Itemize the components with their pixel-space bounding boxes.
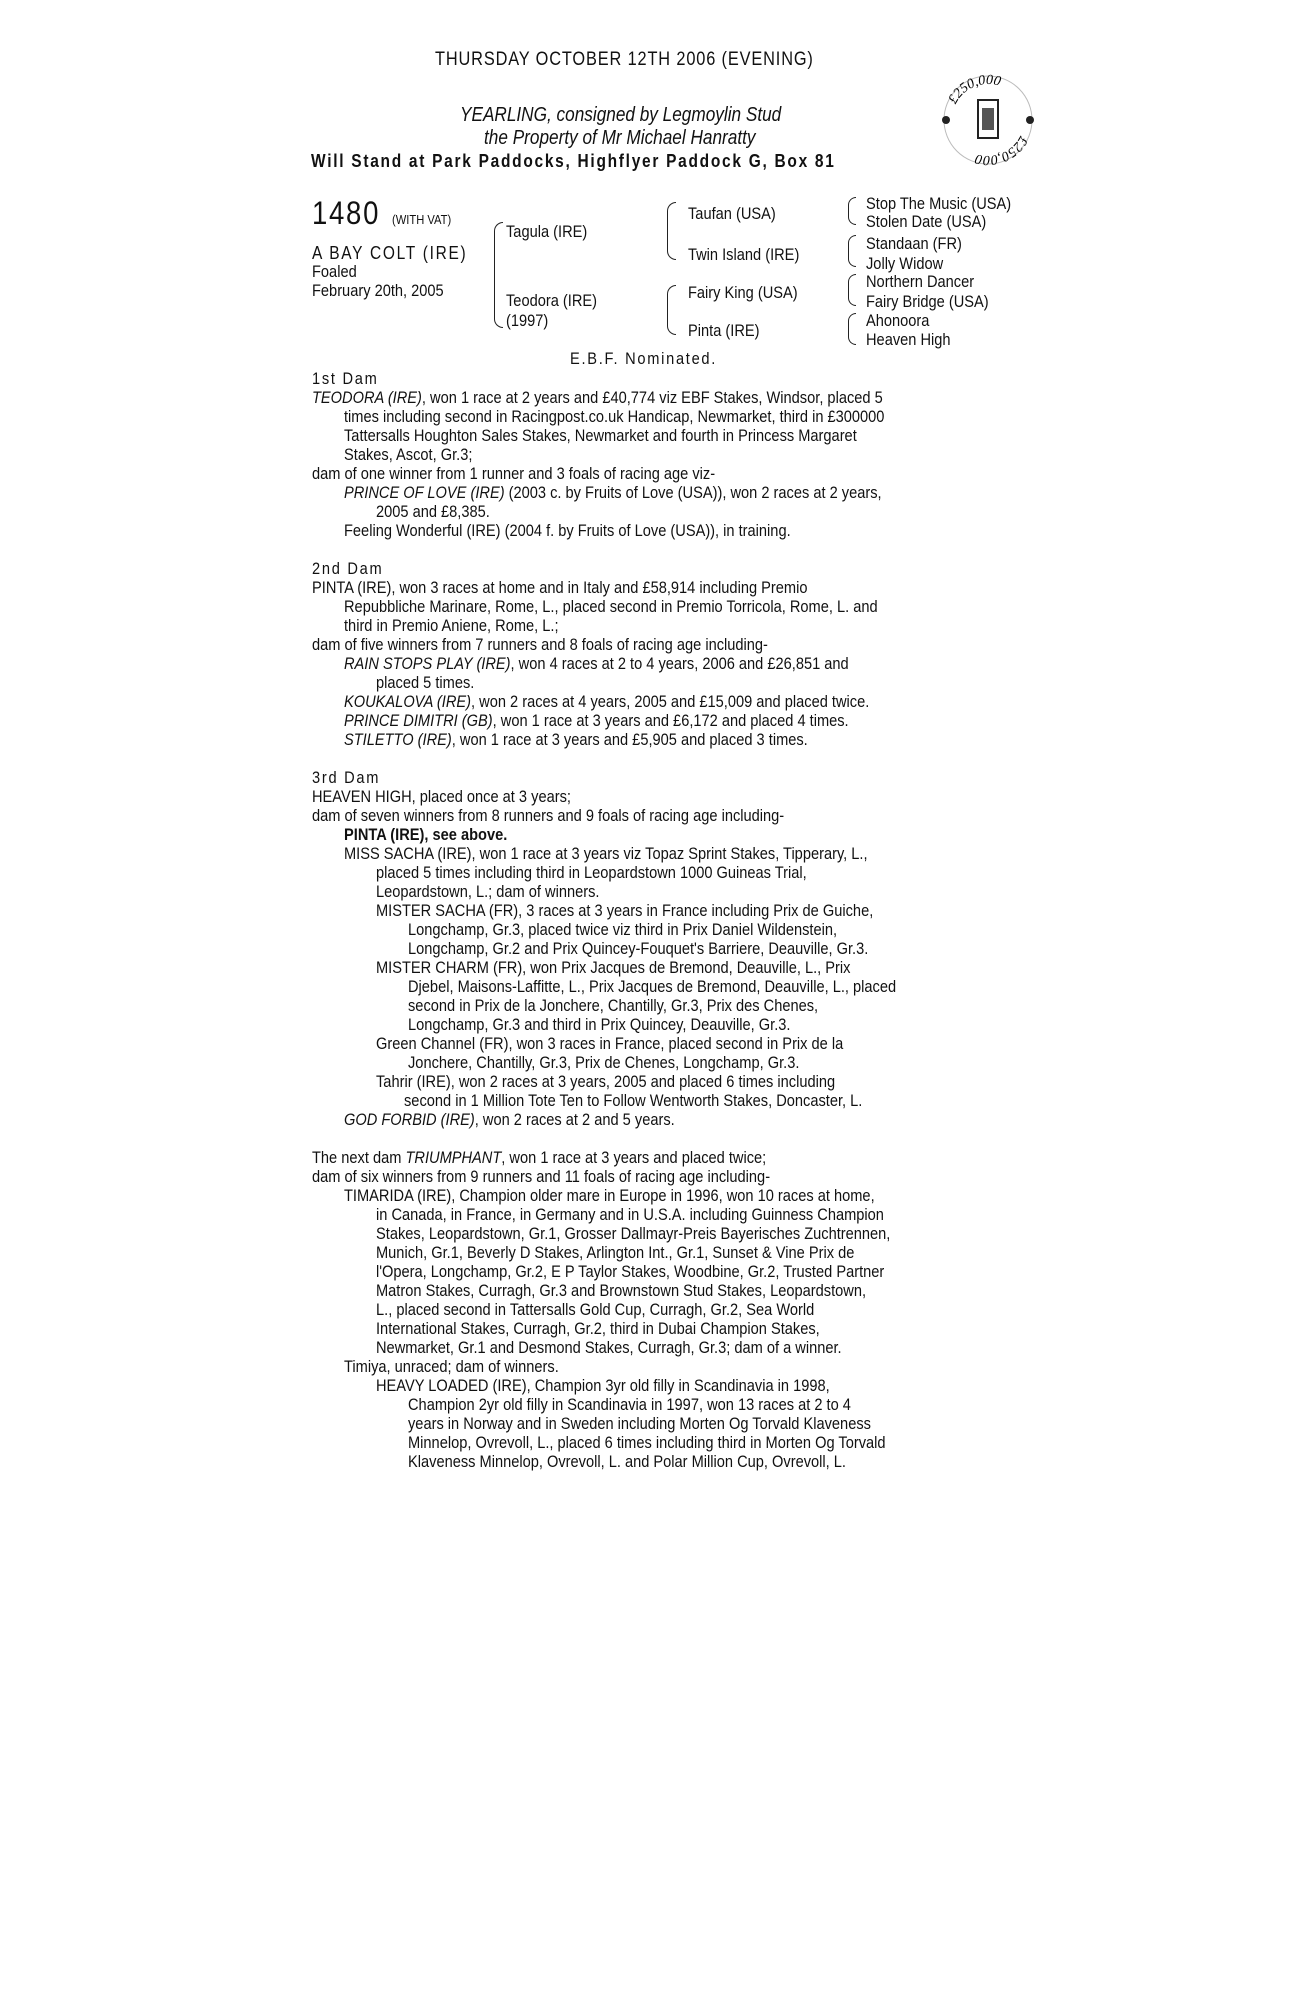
body-line: Matron Stakes, Curragh, Gr.3 and Brownstown Stud Stakes, Leopardstown, bbox=[376, 1281, 867, 1300]
pedigree-brace-g34 bbox=[848, 235, 856, 267]
foaled-date: February 20th, 2005 bbox=[312, 281, 444, 300]
pedigree-g7: Ahonoora bbox=[866, 311, 930, 330]
body-line: 2005 and £8,385. bbox=[376, 502, 490, 521]
body-line: TEODORA (IRE), won 1 race at 2 years and £40,774 viz EBF Stakes, Windsor, placed 5 bbox=[312, 388, 883, 407]
body-line: Longchamp, Gr.3 and third in Prix Quincey, Deauville, Gr.3. bbox=[408, 1015, 791, 1034]
body-line: MISTER CHARM (FR), won Prix Jacques de Bremond, Deauville, L., Prix bbox=[376, 958, 851, 977]
pedigree-g3: Standaan (FR) bbox=[866, 234, 962, 253]
pedigree-dam: Teodora (IRE) bbox=[506, 291, 598, 310]
body-line: RAIN STOPS PLAY (IRE), won 4 races at 2 to 4 years, 2006 and £26,851 and bbox=[344, 654, 849, 673]
pedigree-g1: Stop The Music (USA) bbox=[866, 194, 1012, 213]
pedigree-g4: Jolly Widow bbox=[866, 254, 944, 273]
body-line: Repubbliche Marinare, Rome, L., placed second in Premio Torricola, Rome, L. and bbox=[344, 597, 878, 616]
body-line: TIMARIDA (IRE), Champion older mare in Europe in 1996, won 10 races at home, bbox=[344, 1186, 875, 1205]
body-line: Timiya, unraced; dam of winners. bbox=[344, 1357, 559, 1376]
body-line: MISS SACHA (IRE), won 1 race at 3 years viz Topaz Sprint Stakes, Tipperary, L., bbox=[344, 844, 868, 863]
body-line: years in Norway and in Sweden including Morten Og Torvald Klaveness bbox=[408, 1414, 871, 1433]
pedigree-dam-year: (1997) bbox=[506, 311, 549, 330]
ebf-note: E.B.F. Nominated. bbox=[570, 349, 718, 368]
body-line: dam of seven winners from 8 runners and 9 foals of racing age including- bbox=[312, 806, 785, 825]
body-line: Minnelop, Ovrevoll, L., placed 6 times including third in Morten Og Torvald bbox=[408, 1433, 886, 1452]
reserve-stamp bbox=[938, 70, 1038, 170]
pedigree-sire-sire: Taufan (USA) bbox=[688, 204, 776, 223]
pedigree-g8: Heaven High bbox=[866, 330, 951, 349]
body-line: Tahrir (IRE), won 2 races at 3 years, 2005 and placed 6 times including bbox=[376, 1072, 836, 1091]
body-line: Tattersalls Houghton Sales Stakes, Newmarket and fourth in Princess Margaret bbox=[344, 426, 857, 445]
body-line: second in Prix de la Jonchere, Chantilly, Gr.3, Prix des Chenes, bbox=[408, 996, 819, 1015]
body-line: Djebel, Maisons-Laffitte, L., Prix Jacques de Bremond, Deauville, L., placed bbox=[408, 977, 897, 996]
body-line: Munich, Gr.1, Beverly D Stakes, Arlington Int., Gr.1, Sunset & Vine Prix de bbox=[376, 1243, 855, 1262]
body-line: STILETTO (IRE), won 1 race at 3 years and £5,905 and placed 3 times. bbox=[344, 730, 808, 749]
body-line: Jonchere, Chantilly, Gr.3, Prix de Chenes, Longchamp, Gr.3. bbox=[408, 1053, 800, 1072]
body-line: PINTA (IRE), see above. bbox=[344, 825, 508, 844]
body-line: HEAVY LOADED (IRE), Champion 3yr old filly in Scandinavia in 1998, bbox=[376, 1376, 830, 1395]
pedigree-sire: Tagula (IRE) bbox=[506, 222, 588, 241]
body-line: The next dam TRIUMPHANT, won 1 race at 3 years and placed twice; bbox=[312, 1148, 767, 1167]
body-line: Klaveness Minnelop, Ovrevoll, L. and Polar Million Cup, Ovrevoll, L. bbox=[408, 1452, 846, 1471]
body-line: Longchamp, Gr.2 and Prix Quincey-Fouquet's Barriere, Deauville, Gr.3. bbox=[408, 939, 869, 958]
body-line: PRINCE DIMITRI (GB), won 1 race at 3 years and £6,172 and placed 4 times. bbox=[344, 711, 849, 730]
stamp-price-text: £250,000 bbox=[945, 72, 1003, 107]
consignor-line: YEARLING, consigned by Legmoylin Stud bbox=[460, 104, 782, 126]
body-line: l'Opera, Longchamp, Gr.2, E P Taylor Stakes, Woodbine, Gr.2, Trusted Partner bbox=[376, 1262, 885, 1281]
section-heading-1st-dam: 1st Dam bbox=[312, 369, 379, 388]
body-line: Newmarket, Gr.1 and Desmond Stakes, Curragh, Gr.3; dam of a winner. bbox=[376, 1338, 842, 1357]
body-line: Stakes, Ascot, Gr.3; bbox=[344, 445, 473, 464]
vat-note: (WITH VAT) bbox=[392, 212, 452, 227]
body-line: Leopardstown, L.; dam of winners. bbox=[376, 882, 600, 901]
body-line: Feeling Wonderful (IRE) (2004 f. by Fruits of Love (USA)), in training. bbox=[344, 521, 791, 540]
pedigree-brace-sire-dam bbox=[494, 222, 503, 328]
stamp-price-text: £250,000 bbox=[973, 133, 1031, 168]
pedigree-brace-g78 bbox=[848, 313, 856, 345]
section-heading-2nd-dam: 2nd Dam bbox=[312, 559, 384, 578]
body-line: Longchamp, Gr.3, placed twice viz third in Prix Daniel Wildenstein, bbox=[408, 920, 838, 939]
body-line: dam of five winners from 7 runners and 8 foals of racing age including- bbox=[312, 635, 768, 654]
body-line: HEAVEN HIGH, placed once at 3 years; bbox=[312, 787, 571, 806]
body-line: placed 5 times including third in Leopardstown 1000 Guineas Trial, bbox=[376, 863, 807, 882]
body-line: third in Premio Aniene, Rome, L.; bbox=[344, 616, 559, 635]
section-heading-3rd-dam: 3rd Dam bbox=[312, 768, 381, 787]
pedigree-g6: Fairy Bridge (USA) bbox=[866, 292, 989, 311]
body-line: KOUKALOVA (IRE), won 2 races at 4 years, 2005 and £15,009 and placed twice. bbox=[344, 692, 870, 711]
property-line: the Property of Mr Michael Hanratty bbox=[484, 127, 756, 149]
body-line: Champion 2yr old filly in Scandinavia in 1997, won 13 races at 2 to 4 bbox=[408, 1395, 851, 1414]
pedigree-g5: Northern Dancer bbox=[866, 272, 975, 291]
pedigree-brace-sire bbox=[667, 202, 676, 260]
stand-line: Will Stand at Park Paddocks, Highflyer Paddock G, Box 81 bbox=[311, 151, 836, 171]
body-line: placed 5 times. bbox=[376, 673, 475, 692]
lot-description: A BAY COLT (IRE) bbox=[312, 243, 468, 263]
body-line: second in 1 Million Tote Ten to Follow Wentworth Stakes, Doncaster, L. bbox=[404, 1091, 863, 1110]
body-line: dam of one winner from 1 runner and 3 foals of racing age viz- bbox=[312, 464, 716, 483]
sale-date: THURSDAY OCTOBER 12TH 2006 (EVENING) bbox=[435, 49, 814, 70]
body-line: Stakes, Leopardstown, Gr.1, Grosser Dallmayr-Preis Bayerisches Zuchtrennen, bbox=[376, 1224, 891, 1243]
pedigree-sire-dam: Twin Island (IRE) bbox=[688, 245, 800, 264]
pedigree-brace-g12 bbox=[848, 197, 856, 225]
lot-number: 1480 bbox=[312, 195, 381, 231]
body-line: Green Channel (FR), won 3 races in France, placed second in Prix de la bbox=[376, 1034, 844, 1053]
pedigree-g2: Stolen Date (USA) bbox=[866, 212, 987, 231]
body-line: MISTER SACHA (FR), 3 races at 3 years in France including Prix de Guiche, bbox=[376, 901, 874, 920]
pedigree-brace-dam bbox=[667, 285, 676, 335]
body-line: times including second in Racingpost.co.uk Handicap, Newmarket, third in £300000 bbox=[344, 407, 885, 426]
body-line: in Canada, in France, in Germany and in U.S.A. including Guinness Champion bbox=[376, 1205, 884, 1224]
body-line: PINTA (IRE), won 3 races at home and in Italy and £58,914 including Premio bbox=[312, 578, 808, 597]
pedigree-brace-g56 bbox=[848, 274, 856, 306]
pedigree-dam-sire: Fairy King (USA) bbox=[688, 283, 798, 302]
body-line: dam of six winners from 9 runners and 11 foals of racing age including- bbox=[312, 1167, 771, 1186]
body-line: L., placed second in Tattersalls Gold Cup, Curragh, Gr.2, Sea World bbox=[376, 1300, 815, 1319]
body-line: International Stakes, Curragh, Gr.2, third in Dubai Champion Stakes, bbox=[376, 1319, 820, 1338]
pedigree-dam-dam: Pinta (IRE) bbox=[688, 321, 760, 340]
foaled-label: Foaled bbox=[312, 262, 357, 281]
body-line: PRINCE OF LOVE (IRE) (2003 c. by Fruits of Love (USA)), won 2 races at 2 years, bbox=[344, 483, 882, 502]
body-line: GOD FORBID (IRE), won 2 races at 2 and 5 years. bbox=[344, 1110, 675, 1129]
